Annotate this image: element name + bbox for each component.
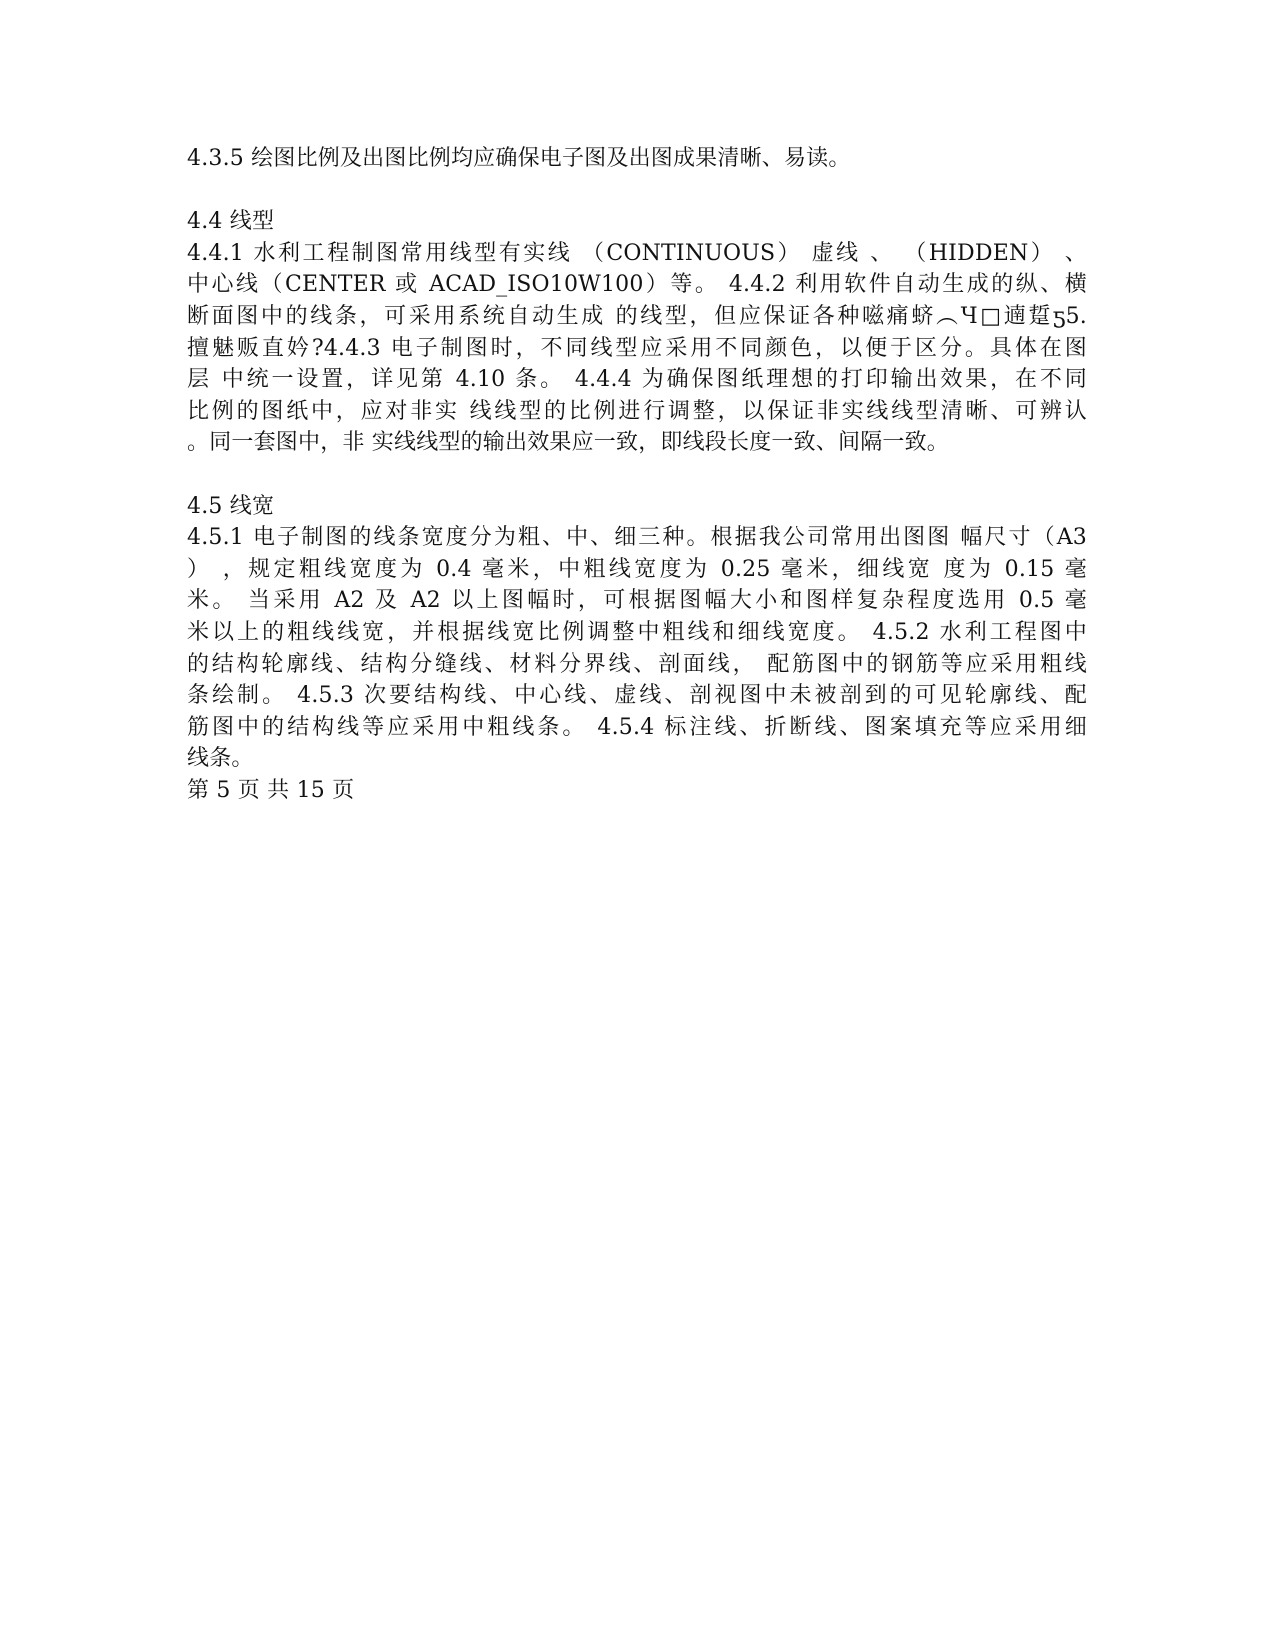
text-line: 条绘制。 4.5.3 次要结构线、中心线、虚线、剖视图中未被剖到的可见轮廓线、配 [187,683,1087,709]
text-line: 4.5.1 电子制图的线条宽度分为粗、中、细三种。根据我公司常用出图图 幅尺寸（A3 [187,525,1087,551]
text-line: 米。 当采用 A2 及 A2 以上图幅时，可根据图幅大小和图样复杂程度选用 0.5 毫 [187,588,1087,614]
blank-line [187,175,1087,207]
text-line: 线条。 [187,746,254,772]
page-number: 第 5 页 共 15 页 [187,777,355,803]
text-line: 层 中统一设置，详见第 4.10 条。 4.4.4 为确保图纸理想的打印输出效果，在不同 [187,367,1087,393]
text-line: ） ，规定粗线宽度为 0.4 毫米，中粗线宽度为 0.25 毫米，细线宽 度为 0.15 毫 [187,556,1087,582]
document-page [187,143,1087,806]
text-line: 比例的图纸中，应对非实 线线型的比例进行调整，以保证非实线线型清晰、可辨认 [187,398,1087,424]
paragraph-4-3-5: 4.3.5 绘图比例及出图比例均应确保电子图及出图成果清晰、易读。 [187,146,851,171]
text-line: 米以上的粗线线宽，并根据线宽比例调整中粗线和细线宽度。 4.5.2 水利工程图中 [187,619,1087,645]
blank-line [187,459,1087,491]
text-line: 的结构轮廓线、结构分缝线、材料分界线、剖面线， 配筋图中的钢筋等应采用粗线 [187,651,1087,677]
section-heading-4-5: 4.5 线宽 [187,493,275,519]
text-line: 断面图中的线条，可采用系统自动生成 的线型，但应保证各种嗞痛蛴︵Ч□遖踅ƽ5. [187,303,1087,329]
text-line: 筋图中的结构线等应采用中粗线条。 4.5.4 标注线、折断线、图案填充等应采用细 [187,714,1087,740]
section-heading-4-4: 4.4 线型 [187,209,275,235]
text-line: 擅魅贩直妗?4.4.3 电子制图时，不同线型应采用不同颜色，以便于区分。具体在图 [187,335,1087,361]
text-line: 。同一套图中，非 实线线型的输出效果应一致，即线段长度一致、间隔一致。 [187,430,949,456]
text-line: 4.4.1 水利工程制图常用线型有实线 （CONTINUOUS） 虚线 、 （HIDDEN） 、 [187,240,1087,266]
text-line: 中心线（CENTER 或 ACAD_ISO10W100）等。 4.4.2 利用软件自动生成的纵、横 [187,272,1087,298]
